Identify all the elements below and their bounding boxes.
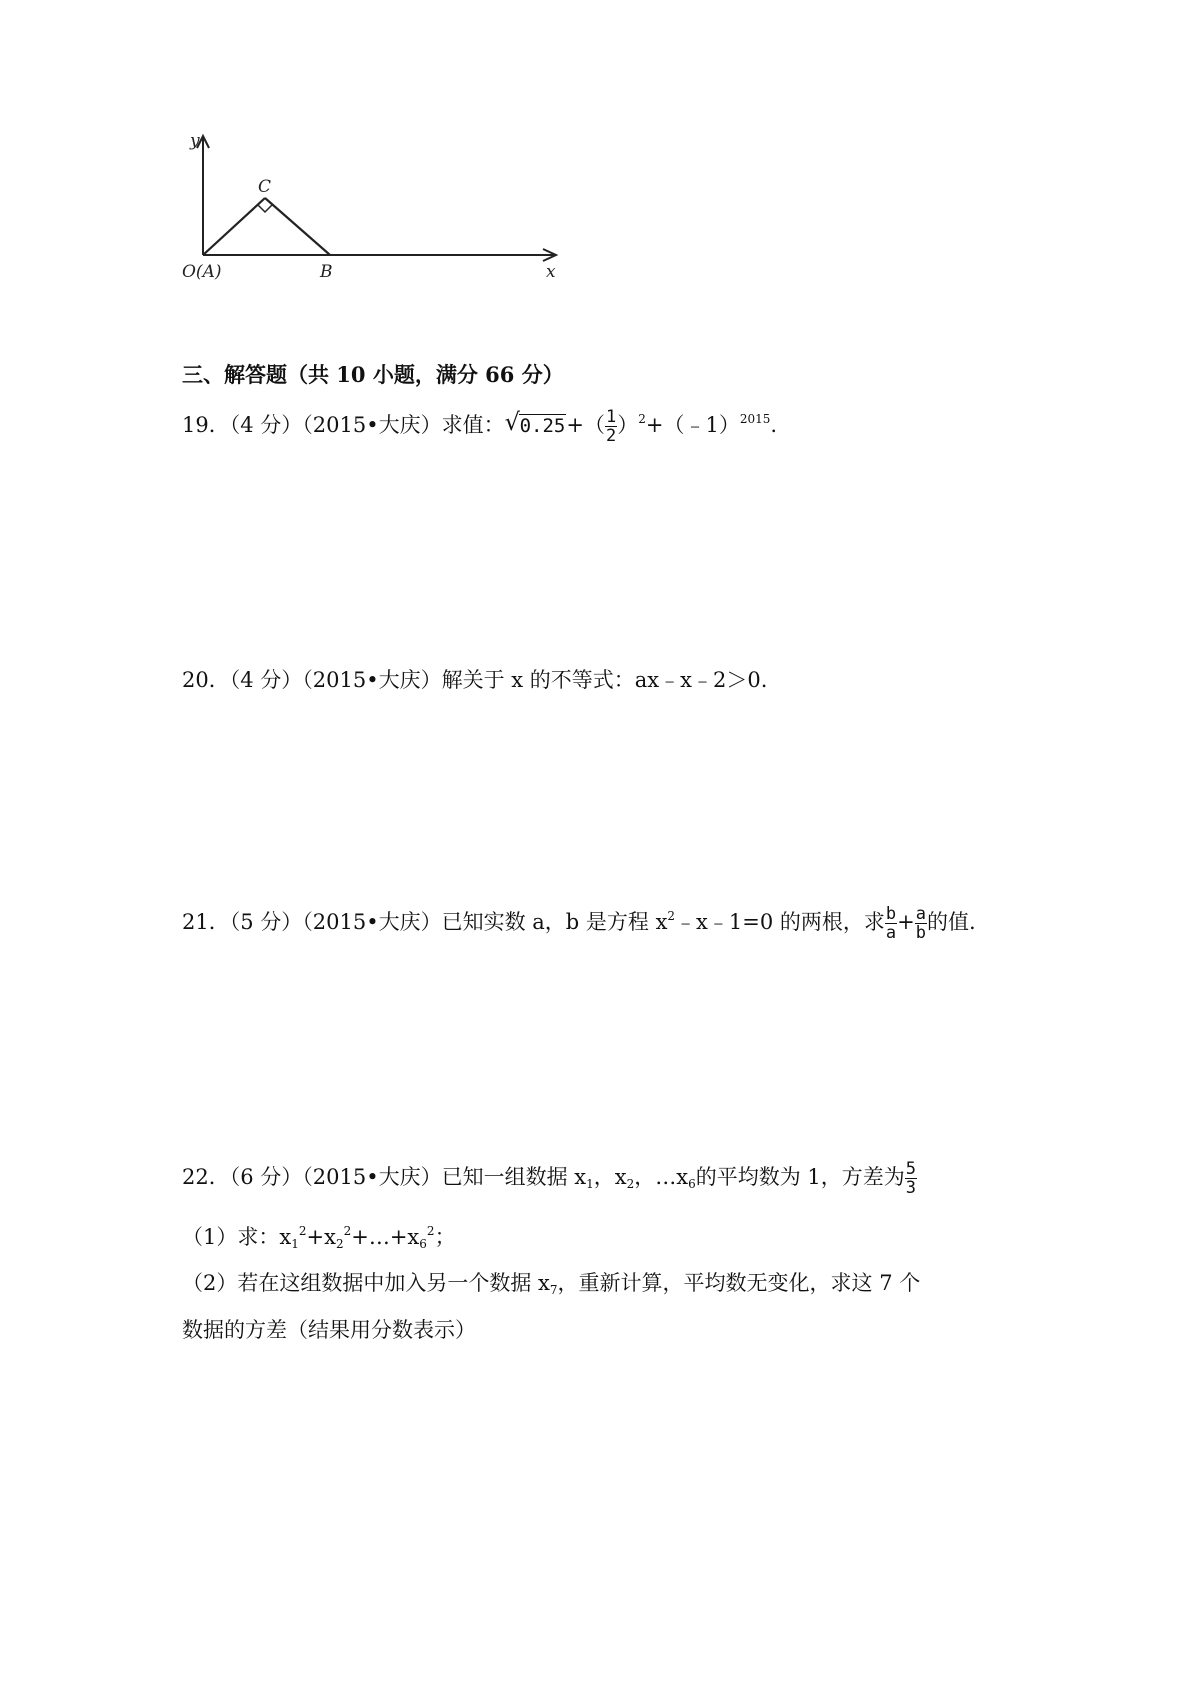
q22-sub-2: 2 [626, 1177, 635, 1191]
q19-prefix: 19．（4 分）（2015•大庆）求值： [182, 413, 505, 437]
q21-f2-num: a [915, 904, 927, 924]
right-angle-marker [258, 205, 272, 212]
q19-plus: +（ [566, 413, 605, 437]
q19-exp2: 2015 [739, 412, 771, 426]
q19-exp1: 2 [638, 412, 646, 426]
q21-f1-den: a [885, 923, 897, 943]
section-heading: 三、解答题（共 10 小题，满分 66 分） [182, 362, 564, 387]
q22-p1-sup-e: 2 [343, 1224, 352, 1238]
q22-p1-f: +…+x [351, 1225, 420, 1249]
label-y: y [190, 131, 200, 151]
label-c: C [258, 177, 272, 197]
q21-fraction-2 [915, 905, 927, 942]
q21-f2-den: b [915, 923, 927, 943]
q22-p1-prefix: （1）求：x [182, 1225, 292, 1249]
q22-p1-sup-h: 2 [426, 1224, 435, 1238]
q22-p2-line1b: ，重新计算，平均数无变化，求这 7 个 [557, 1271, 921, 1295]
label-x: x [546, 262, 556, 282]
q21-end: 的值. [927, 910, 976, 934]
triangle-figure [170, 130, 570, 305]
q19-tail: +（﹣1） [645, 413, 740, 437]
segment-cb [265, 198, 330, 255]
q19-radicand: 0.25 [519, 415, 566, 437]
q21-prefix: 21．（5 分）（2015•大庆）已知实数 a，b 是方程 x [182, 910, 668, 934]
q22-p1-sup-b: 2 [298, 1224, 307, 1238]
q22-sub-6: 6 [688, 1177, 696, 1191]
q22-f-den: 3 [905, 1178, 917, 1198]
q22-c1: ，x [593, 1165, 627, 1189]
q22-mid: 的平均数为 1，方差为 [695, 1165, 905, 1189]
question-21 [182, 905, 976, 942]
q19-frac-num: 1 [605, 407, 617, 427]
q19-fraction [605, 408, 617, 445]
q21-exp: 2 [667, 909, 676, 923]
q22-p1-c: +x [306, 1225, 336, 1249]
q22-f-num: 5 [905, 1159, 917, 1179]
q22-p2-sub: 7 [549, 1283, 558, 1297]
q22-sub-1: 1 [586, 1177, 594, 1191]
q21-mid: ﹣x﹣1=0 的两根，求 [675, 910, 885, 934]
q22-p1-end: ； [434, 1225, 456, 1249]
q22-prefix: 22．（6 分）（2015•大庆）已知一组数据 x [182, 1165, 587, 1189]
label-b: B [320, 262, 333, 282]
q19-frac-den: 2 [605, 426, 617, 446]
question-22-part-2 [182, 1268, 920, 1298]
question-20: 20．（4 分）（2015•大庆）解关于 x 的不等式：ax﹣x﹣2＞0. [182, 668, 768, 692]
q21-fraction-1 [885, 905, 897, 942]
q22-p1-sub-d: 2 [335, 1237, 344, 1251]
question-19 [182, 408, 777, 445]
q19-close: ） [617, 413, 639, 437]
label-origin: O(A) [182, 262, 222, 282]
q21-plus: + [897, 910, 915, 934]
segment-oc [203, 198, 265, 255]
question-22-part-1 [182, 1222, 456, 1252]
q22-c2: ，…x [634, 1165, 689, 1189]
radical-sign: √ [504, 408, 520, 436]
question-22-part-2-line-2: 数据的方差（结果用分数表示） [182, 1318, 476, 1342]
q22-fraction [905, 1160, 917, 1197]
q22-p2-line1a: （2）若在这组数据中加入另一个数据 x [182, 1271, 550, 1295]
question-22 [182, 1160, 917, 1197]
square-root [505, 410, 567, 441]
q22-p1-sub-a: 1 [291, 1237, 299, 1251]
q21-f1-num: b [885, 904, 897, 924]
q22-p1-sub-g: 6 [419, 1237, 427, 1251]
q19-end: . [770, 413, 778, 437]
